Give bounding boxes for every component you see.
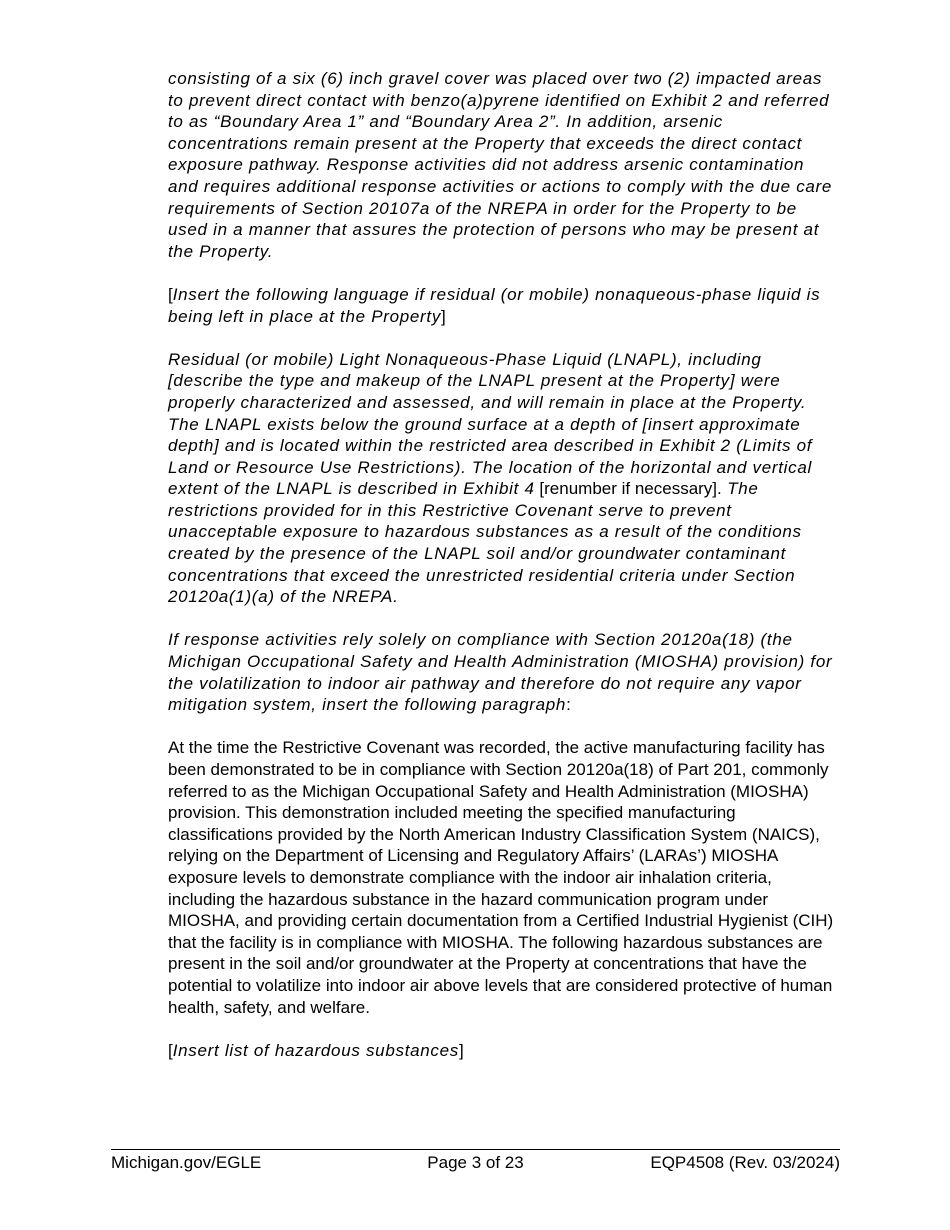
- instruction-colon: :: [566, 695, 571, 715]
- close-bracket: ]: [458, 1040, 464, 1060]
- paragraph-miosha-instruction: [168, 629, 840, 715]
- footer-divider: [111, 1149, 840, 1150]
- open-bracket: [: [168, 284, 173, 304]
- close-bracket: ]: [441, 306, 446, 326]
- paragraph-lnapl-instruction: [168, 284, 840, 327]
- paragraph-miosha-compliance: At the time the Restrictive Covenant was recorded, the active manufacturing facility has been demonstrated to be in compliance with Section 20120a(18) of Part 201, commonly referred to as the Michigan Occupational Safety and Health Administration (MIOSHA) provision. This demonstration included meeting the specified manufacturing classifications provided by the North American Industry Classification System (NAICS), relying on the Department of Licensing and Regulatory Affairs’ (LARAs’) MIOSHA exposure levels to demonstrate compliance with the indoor air inhalation criteria, including the hazardous substance in the hazard communication program under MIOSHA, and providing certain documentation from a Certified Industrial Hygienist (CIH) that the facility is in compliance with MIOSHA. The following hazardous substances are present in the soil and/or groundwater at the Property at concentrations that have the potential to volatilize into indoor air above levels that are considered protective of human health, safety, and welfare.: [168, 738, 834, 1017]
- open-bracket: [: [168, 1040, 173, 1060]
- footer-website: Michigan.gov/EGLE: [111, 1153, 262, 1172]
- footer-form-number: EQP4508 (Rev. 03/2024): [650, 1153, 840, 1172]
- hazardous-list-text: Insert list of hazardous substances: [172, 1040, 459, 1060]
- renumber-note: [renumber if necessary].: [539, 479, 722, 499]
- instruction-text: Insert the following language if residual (or mobile) nonaqueous-phase liquid is being left in place at the Property: [168, 284, 821, 326]
- footer-page-number: Page 3 of 23: [427, 1153, 524, 1172]
- paragraph-lnapl: [168, 349, 840, 608]
- paragraph-hazardous-list-instruction: [168, 1040, 840, 1062]
- miosha-instruction-text: If response activities rely solely on compliance with Section 20120a(18) (the Michigan Occupational Safety and Health Administration (MIOSHA) provision) for the volatilization to indoor air pathway and therefore do not require any vapor mitigation system, insert the following paragraph: [168, 630, 833, 715]
- document-body: [168, 68, 840, 1083]
- lnapl-text-part2: The restrictions provided for in this Restrictive Covenant serve to prevent unacceptable exposure to hazardous substances as a result of the conditions created by the presence of the LNAPL soil and/or groundwater contaminant concentrations that exceed the unrestricted residential criteria under Section 20120a(1)(a) of the NREPA.: [168, 479, 802, 607]
- paragraph-gravel-cover: consisting of a six (6) inch gravel cover was placed over two (2) impacted areas to prevent direct contact with benzo(a)pyrene identified on Exhibit 2 and referred to as “Boundary Area 1” and “Boundary Area 2”. In addition, arsenic concentrations remain present at the Property that exceeds the direct contact exposure pathway. Response activities did not address arsenic contamination and requires additional response activities or actions to comply with the due care requirements of Section 20107a of the NREPA in order for the Property to be used in a manner that assures the protection of persons who may be present at the Property.: [168, 69, 833, 261]
- lnapl-text-part1: Residual (or mobile) Light Nonaqueous-Phase Liquid (LNAPL), including [describe the type and makeup of the LNAPL present at the Property] were properly characterized and assessed, and will remain in place at the Property. The LNAPL exists below the ground surface at a depth of [insert approximate depth] and is located within the restricted area described in Exhibit 2 (Limits of Land or Resource Use Restrictions). The location of the horizontal and vertical extent of the LNAPL is described in Exhibit 4: [168, 349, 813, 499]
